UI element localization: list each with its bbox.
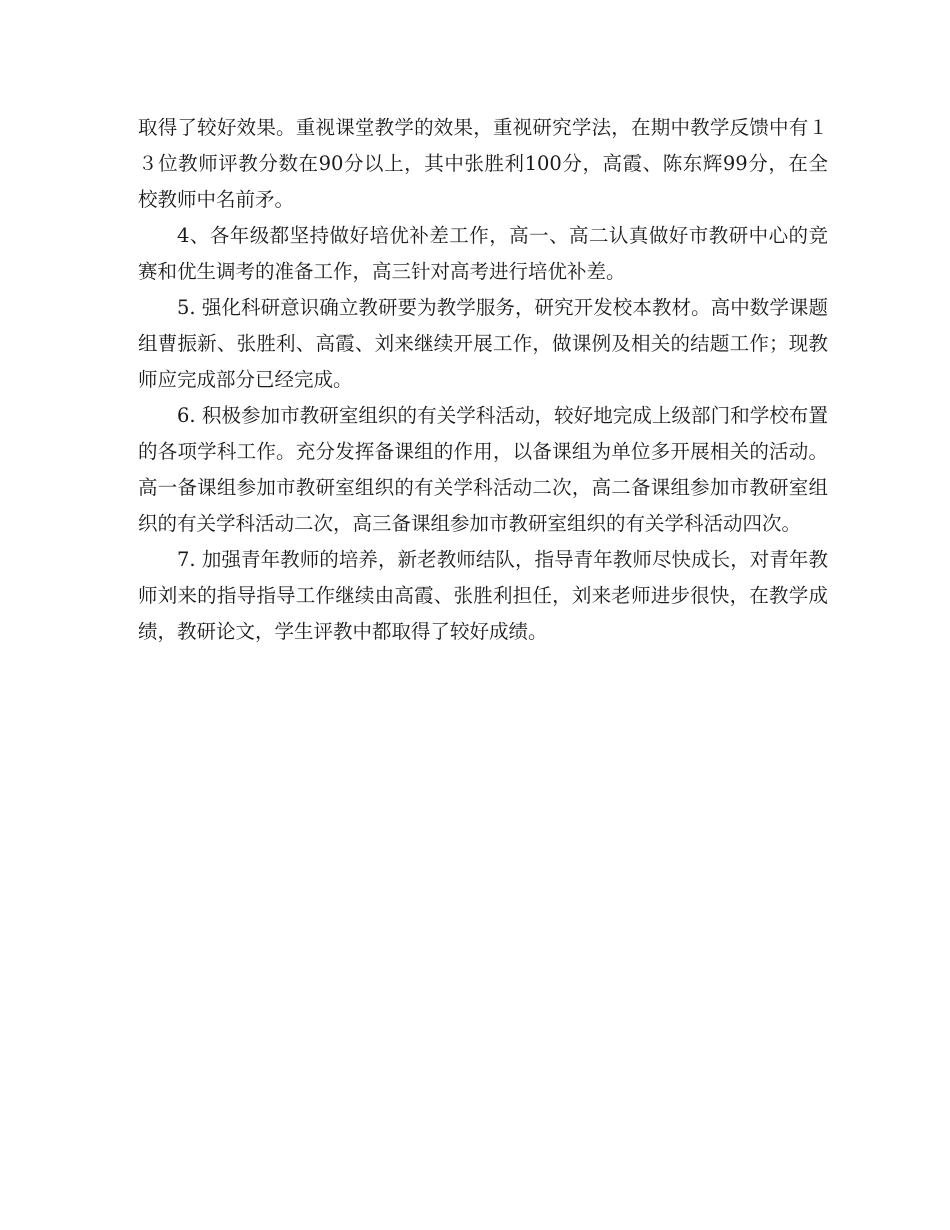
- paragraph-continuation: 取得了较好效果。重视课堂教学的效果，重视研究学法，在期中教学反馈中有１３位教师评教分数在90分以上，其中张胜利100分，高霞、陈东辉99分，在全校教师中名前矛。: [138, 116, 828, 211]
- paragraph-item-4: 4、各年级都坚持做好培优补差工作，高一、高二认真做好市教研中心的竞赛和优生调考的准备工作，高三针对高考进行培优补差。: [138, 224, 828, 283]
- paragraph-item-6: 6. 积极参加市教研室组织的有关学科活动，较好地完成上级部门和学校布置的各项学科工作。充分发挥备课组的作用，以备课组为单位多开展相关的活动。高一备课组参加市教研室组织的有关学科活动二次，高二备课组参加市教研室组织的有关学科活动二次，高三备课组参加市教研室组织的有关学科活动四次。: [138, 404, 828, 535]
- paragraph-item-7: 7. 加强青年教师的培养，新老教师结队，指导青年教师尽快成长，对青年教师刘来的指导指导工作继续由高霞、张胜利担任，刘来老师进步很快，在教学成绩，教研论文，学生评教中都取得了较好成绩。: [138, 548, 828, 643]
- document-body: [138, 110, 828, 650]
- paragraph-item-5: 5. 强化科研意识确立教研要为教学服务，研究开发校本教材。高中数学课题组曹振新、张胜利、高霞、刘来继续开展工作，做课例及相关的结题工作；现教师应完成部分已经完成。: [138, 296, 828, 391]
